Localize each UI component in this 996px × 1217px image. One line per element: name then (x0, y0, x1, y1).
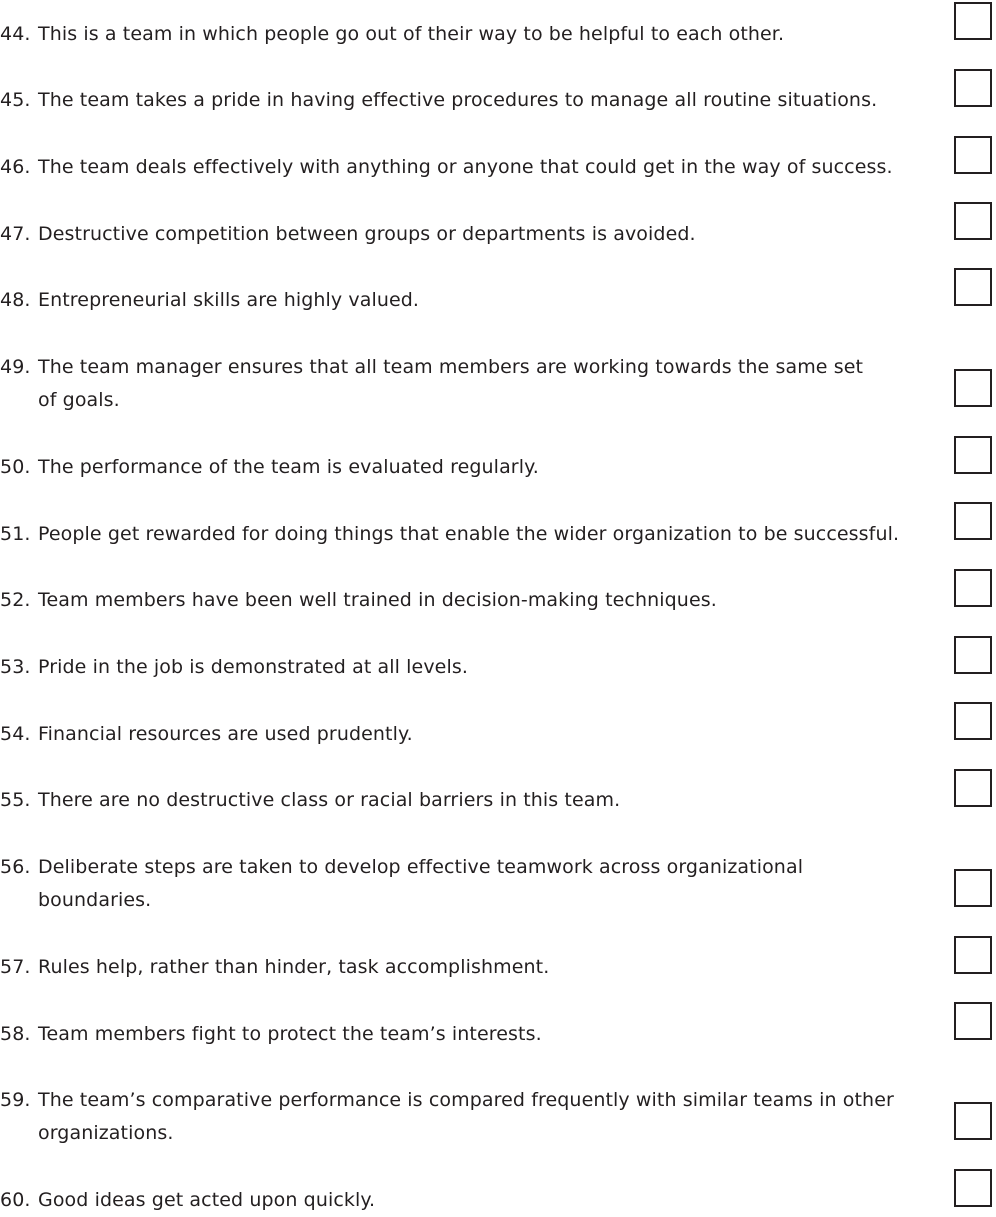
question-number: 58. (0, 1023, 31, 1045)
question-text: The team deals effectively with anything or anyone that could get in the way of success. (38, 156, 893, 178)
question-number: 52. (0, 589, 31, 611)
question-item-59 (0, 1084, 950, 1150)
answer-box-44[interactable] (954, 2, 992, 40)
question-number: 46. (0, 156, 31, 178)
question-text: Destructive competition between groups or departments is avoided. (38, 223, 696, 245)
question-number: 49. (0, 356, 31, 378)
answer-box-51[interactable] (954, 502, 992, 540)
question-text: The team’s comparative performance is compared frequently with similar teams in other organizations. (38, 1089, 894, 1144)
question-text: Financial resources are used prudently. (38, 723, 413, 745)
question-text: Good ideas get acted upon quickly. (38, 1189, 376, 1211)
question-number: 51. (0, 523, 31, 545)
question-item-51 (0, 518, 950, 551)
answer-box-55[interactable] (954, 769, 992, 807)
question-item-44 (0, 18, 950, 51)
answer-box-59[interactable] (954, 1102, 992, 1140)
question-number: 55. (0, 789, 31, 811)
answer-box-57[interactable] (954, 936, 992, 974)
question-number: 59. (0, 1089, 31, 1111)
question-number: 45. (0, 89, 31, 111)
question-text: Team members fight to protect the team’s interests. (38, 1023, 542, 1045)
question-number: 57. (0, 956, 31, 978)
question-item-56 (0, 851, 950, 917)
question-item-45 (0, 84, 950, 117)
question-number: 47. (0, 223, 31, 245)
question-number: 53. (0, 656, 31, 678)
question-text: The team takes a pride in having effective procedures to manage all routine situations. (38, 89, 878, 111)
answer-box-52[interactable] (954, 569, 992, 607)
question-text: Rules help, rather than hinder, task accomplishment. (38, 956, 550, 978)
question-item-46 (0, 151, 950, 184)
question-item-47 (0, 218, 950, 251)
question-number: 60. (0, 1189, 31, 1211)
question-number: 50. (0, 456, 31, 478)
question-text: The performance of the team is evaluated regularly. (38, 456, 539, 478)
question-item-49 (0, 351, 950, 417)
answer-box-50[interactable] (954, 436, 992, 474)
answer-box-45[interactable] (954, 69, 992, 107)
answer-box-48[interactable] (954, 268, 992, 306)
answer-box-56[interactable] (954, 869, 992, 907)
question-item-58 (0, 1018, 950, 1051)
answer-box-54[interactable] (954, 702, 992, 740)
question-text: Pride in the job is demonstrated at all levels. (38, 656, 468, 678)
question-text: This is a team in which people go out of their way to be helpful to each other. (38, 23, 785, 45)
question-item-54 (0, 718, 950, 751)
answer-box-58[interactable] (954, 1002, 992, 1040)
question-text: The team manager ensures that all team members are working towards the same set of goals. (38, 356, 864, 411)
question-text: People get rewarded for doing things that enable the wider organization to be successful. (38, 523, 900, 545)
answer-box-53[interactable] (954, 636, 992, 674)
question-item-48 (0, 284, 950, 317)
answer-box-60[interactable] (954, 1169, 992, 1207)
question-text: Team members have been well trained in decision-making techniques. (38, 589, 717, 611)
question-item-60 (0, 1184, 950, 1217)
question-item-50 (0, 451, 950, 484)
question-item-52 (0, 584, 950, 617)
question-number: 54. (0, 723, 31, 745)
question-number: 56. (0, 856, 31, 878)
question-number: 48. (0, 289, 31, 311)
answer-box-47[interactable] (954, 202, 992, 240)
answer-box-49[interactable] (954, 369, 992, 407)
question-item-57 (0, 951, 950, 984)
question-number: 44. (0, 23, 31, 45)
question-item-55 (0, 784, 950, 817)
answer-box-46[interactable] (954, 136, 992, 174)
question-item-53 (0, 651, 950, 684)
question-text: Deliberate steps are taken to develop effective teamwork across organizational boundaries. (38, 856, 804, 911)
question-text: Entrepreneurial skills are highly valued. (38, 289, 420, 311)
question-text: There are no destructive class or racial barriers in this team. (38, 789, 621, 811)
